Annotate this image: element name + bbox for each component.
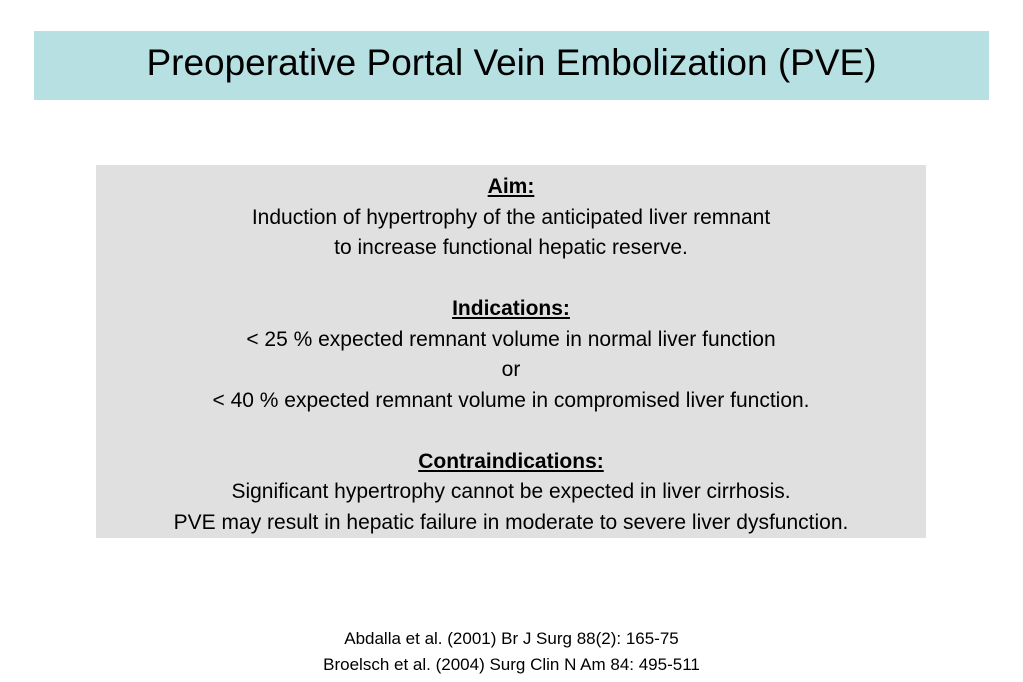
contraindications-line-2: PVE may result in hepatic failure in moderate to severe liver dysfunction. xyxy=(173,510,849,534)
references xyxy=(0,626,1023,678)
aim-line-1: Induction of hypertrophy of the anticipated liver remnant xyxy=(251,205,771,229)
contraindications-line-1: Significant hypertrophy cannot be expected in liver cirrhosis. xyxy=(231,480,791,503)
reference-1: Abdalla et al. (2001) Br J Surg 88(2): 165-75 xyxy=(344,629,679,648)
reference-2: Broelsch et al. (2004) Surg Clin N Am 84: 495-511 xyxy=(323,655,700,674)
title-banner xyxy=(34,31,989,100)
aim-heading: Aim: xyxy=(487,175,535,198)
indications-line-2: or xyxy=(501,358,521,381)
contraindications-heading: Contraindications: xyxy=(418,449,604,473)
section-spacer xyxy=(96,416,926,447)
aim-line-2: to increase functional hepatic reserve. xyxy=(334,236,688,259)
indications-heading: Indications: xyxy=(452,297,570,320)
indications-line-3: < 40 % expected remnant volume in compromised liver function. xyxy=(212,388,810,412)
indications-line-1: < 25 % expected remnant volume in normal liver function xyxy=(246,327,776,351)
slide-title: Preoperative Portal Vein Embolization (PVE) xyxy=(146,42,877,83)
section-spacer xyxy=(96,264,926,295)
content-box xyxy=(96,165,926,538)
